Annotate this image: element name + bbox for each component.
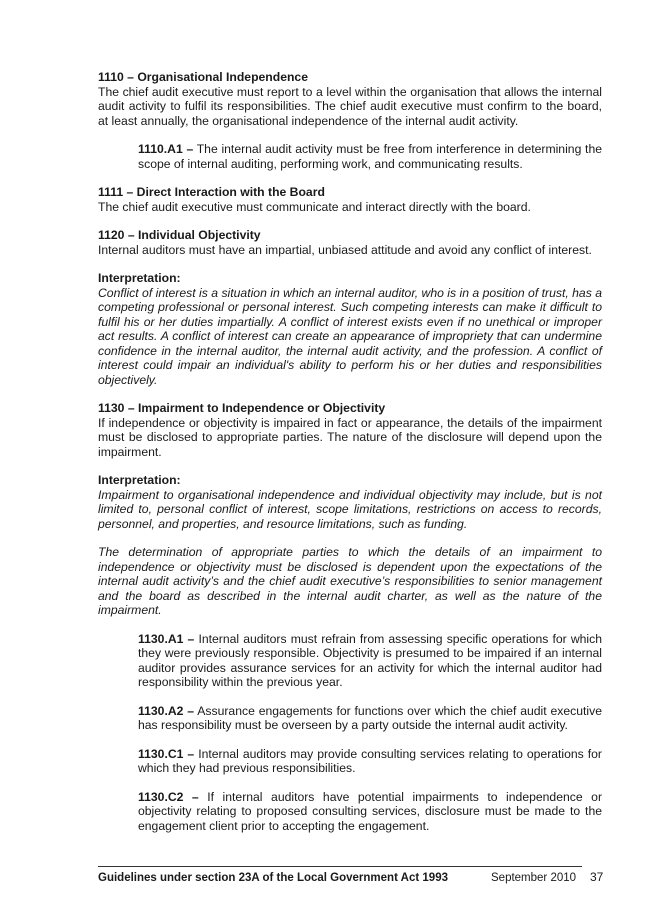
standard-1130-a1 <box>98 632 602 690</box>
section-1120-interpretation-body: Conflict of interest is a situation in which an internal auditor, who is in a position of trust, has a competing professional or personal interest. Such competing interests can make it difficult to fulfil his or her duties impartially. A conflict of interest exists even if no unethical or improper act results. A conflict of interest can create an appearance of impropriety that can undermine confidence in the internal auditor, the internal audit activity, and the profession. A conflict of interest could impair an individual's ability to perform his or her duties and responsibilities objectively. <box>98 285 602 387</box>
standard-1130-a1-label: 1130.A1 – <box>138 631 195 646</box>
standard-1130-a2-label: 1130.A2 – <box>138 703 195 718</box>
standard-1110-a1-label: 1110.A1 – <box>138 142 194 156</box>
section-1111-heading: 1111 – Direct Interaction with the Board <box>98 185 325 199</box>
section-1111-body: The chief audit executive must communicate and interact directly with the board. <box>98 199 531 214</box>
standard-1130-a1-text: Internal auditors must refrain from assessing specific operations for which they were previously responsible. Objectivity is presumed to be impaired if an internal auditor provides assurance services for an activity for which the internal auditor had responsibility within the previous year. <box>138 631 602 689</box>
standard-1130-c2-label: 1130.C2 – <box>138 789 199 804</box>
page-number: 37 <box>590 870 604 884</box>
section-1110-heading: 1110 – Organisational Independence <box>98 70 308 84</box>
standard-1130-c1 <box>98 747 602 776</box>
section-1120-body: Internal auditors must have an impartial, unbiased attitude and avoid any conflict of interest. <box>98 242 592 257</box>
section-1120-heading: 1120 – Individual Objectivity <box>98 228 261 242</box>
standard-1130-c2 <box>98 790 602 834</box>
standard-1110-a1-text: The internal audit activity must be free from interference in determining the scope of internal auditing, performing work, and communicating results. <box>138 142 602 171</box>
section-1130-heading: 1130 – Impairment to Independence or Objectivity <box>98 401 386 415</box>
standard-1130-c2-text: If internal auditors have potential impairments to independence or objectivity relating to proposed consulting services, disclosure must be made to the engagement client prior to accepting the engagement. <box>138 789 603 833</box>
standard-1130-a2-text: Assurance engagements for functions over which the chief audit executive has responsibility must be overseen by a party outside the internal audit activity. <box>138 703 602 732</box>
footer-date: September 2010 <box>491 872 577 884</box>
standard-1130-c1-text: Internal auditors may provide consulting services relating to operations for which they had previous responsibilities. <box>138 746 602 775</box>
section-1130-interpretation-heading: Interpretation: <box>98 473 181 487</box>
document-body <box>98 70 602 833</box>
section-1130-body: If independence or objectivity is impaired in fact or appearance, the details of the impairment must be disclosed to appropriate parties. The nature of the disclosure will depend upon the impairment. <box>98 415 602 459</box>
standard-1130-a2 <box>98 704 602 733</box>
section-1130-interpretation-body-2: The determination of appropriate parties to which the details of an impairment to independence or objectivity must be disclosed is dependent upon the expectations of the internal audit activity’s and the chief audit executive’s responsibilities to senior management and the board as described in the internal audit charter, as well as the nature of the impairment. <box>98 545 602 617</box>
section-1110-body: The chief audit executive must report to a level within the organisation that allows the internal audit activity to fulfil its responsibilities. The chief audit executive must confirm to the board, at least annually, the organisational independence of the internal audit activity. <box>98 84 602 128</box>
section-1120-interpretation-heading: Interpretation: <box>98 271 181 285</box>
section-1130-interpretation-body-1: Impairment to organisational independence and individual objectivity may include, but is not limited to, personal conflict of interest, scope limitations, restrictions on access to records, personnel, and properties, and resource limitations, such as funding. <box>98 487 602 531</box>
standard-1110-a1 <box>98 142 602 171</box>
footer-divider <box>98 866 582 867</box>
footer-title: Guidelines under section 23A of the Local Government Act 1993 <box>98 872 448 884</box>
standard-1130-c1-label: 1130.C1 – <box>138 746 195 761</box>
